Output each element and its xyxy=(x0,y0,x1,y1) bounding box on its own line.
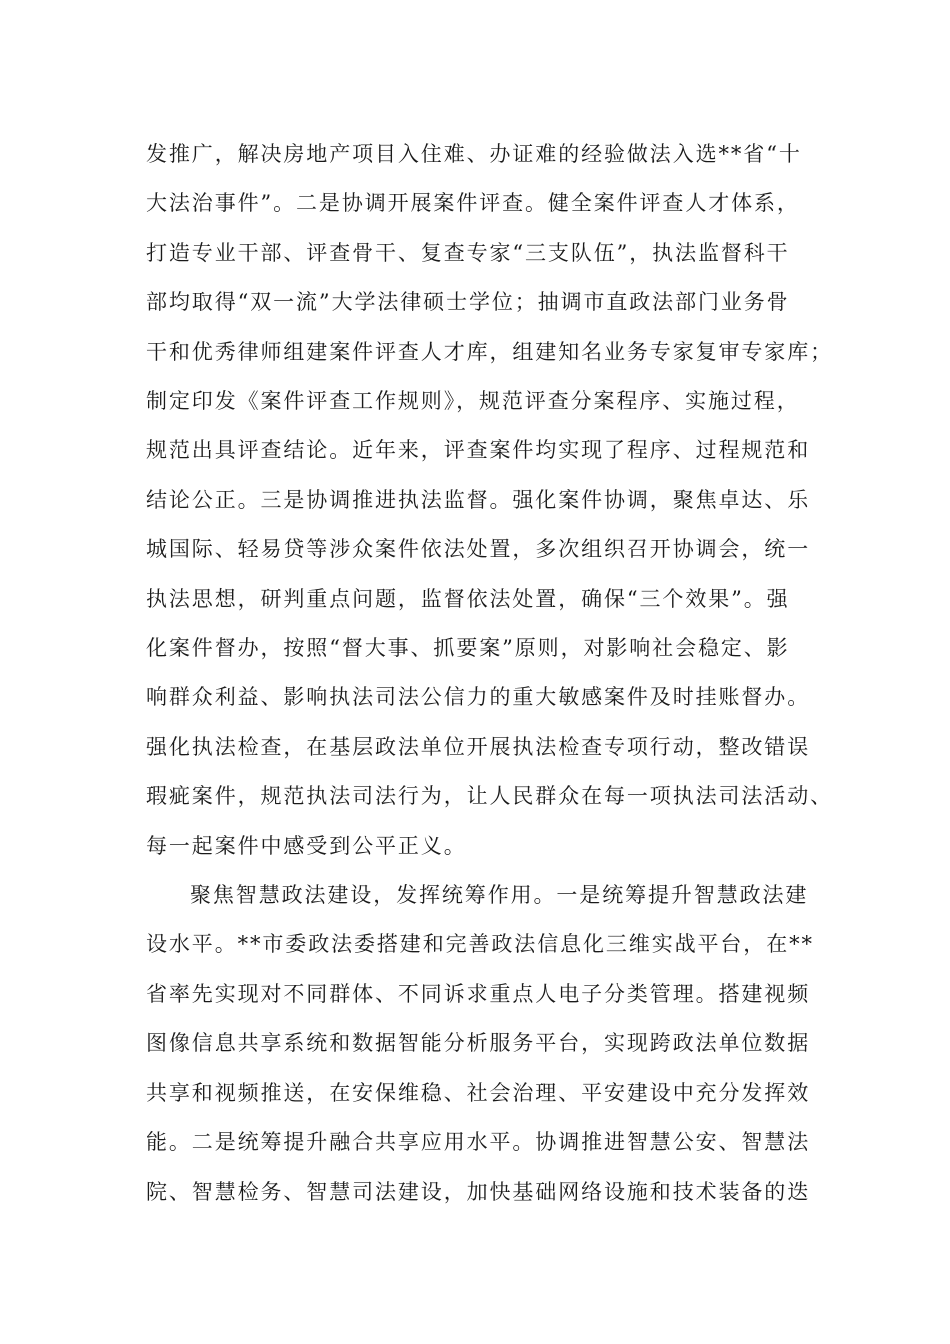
text-line: 执法思想，研判重点问题，监督依法处置，确保“三个效果”。强 xyxy=(146,587,790,611)
text-line: 省率先实现对不同群体、不同诉求重点人电子分类管理。搭建视频 xyxy=(146,982,811,1006)
text-line: 强化执法检查，在基层政法单位开展执法检查专项行动，整改错误 xyxy=(146,735,811,759)
text-line: 每一起案件中感受到公平正义。 xyxy=(146,834,467,858)
text-line: 设水平。**市委政法委搭建和完善政法信息化三维实战平台，在** xyxy=(146,932,814,956)
text-line: 发推广，解决房地产项目入住难、办证难的经验做法入选**省“十 xyxy=(146,142,802,166)
text-line: 干和优秀律师组建案件评查人才库，组建知名业务专家复审专家库； xyxy=(146,340,833,364)
text-line: 城国际、轻易贷等涉众案件依法处置，多次组织召开协调会，统一 xyxy=(146,537,811,561)
text-line: 共享和视频推送，在安保维稳、社会治理、平安建设中充分发挥效 xyxy=(146,1081,811,1105)
paragraph-first-line: 聚焦智慧政法建设，发挥统筹作用。一是统筹提升智慧政法建 xyxy=(190,883,809,907)
text-line: 瑕疵案件，规范执法司法行为，让人民群众在每一项执法司法活动、 xyxy=(146,784,833,808)
text-line: 打造专业干部、评查骨干、复查专家“三支队伍”，执法监督科干 xyxy=(146,241,790,265)
text-line: 响群众利益、影响执法司法公信力的重大敏感案件及时挂账督办。 xyxy=(146,685,811,709)
text-line: 化案件督办，按照“督大事、抓要案”原则，对影响社会稳定、影 xyxy=(146,636,790,660)
text-line: 能。二是统筹提升融合共享应用水平。协调推进智慧公安、智慧法 xyxy=(146,1130,811,1154)
text-line: 规范出具评查结论。近年来，评查案件均实现了程序、过程规范和 xyxy=(146,438,811,462)
text-line: 院、智慧检务、智慧司法建设，加快基础网络设施和技术装备的迭 xyxy=(146,1180,811,1204)
text-line: 制定印发《案件评查工作规则》，规范评查分案程序、实施过程， xyxy=(146,389,800,413)
text-line: 部均取得“双一流”大学法律硕士学位；抽调市直政法部门业务骨 xyxy=(146,290,790,314)
text-line: 结论公正。三是协调推进执法监督。强化案件协调，聚焦卓达、乐 xyxy=(146,488,811,512)
text-line: 大法治事件”。二是协调开展案件评查。健全案件评查人才体系， xyxy=(146,191,800,215)
text-line: 图像信息共享系统和数据智能分析服务平台，实现跨政法单位数据 xyxy=(146,1031,811,1055)
